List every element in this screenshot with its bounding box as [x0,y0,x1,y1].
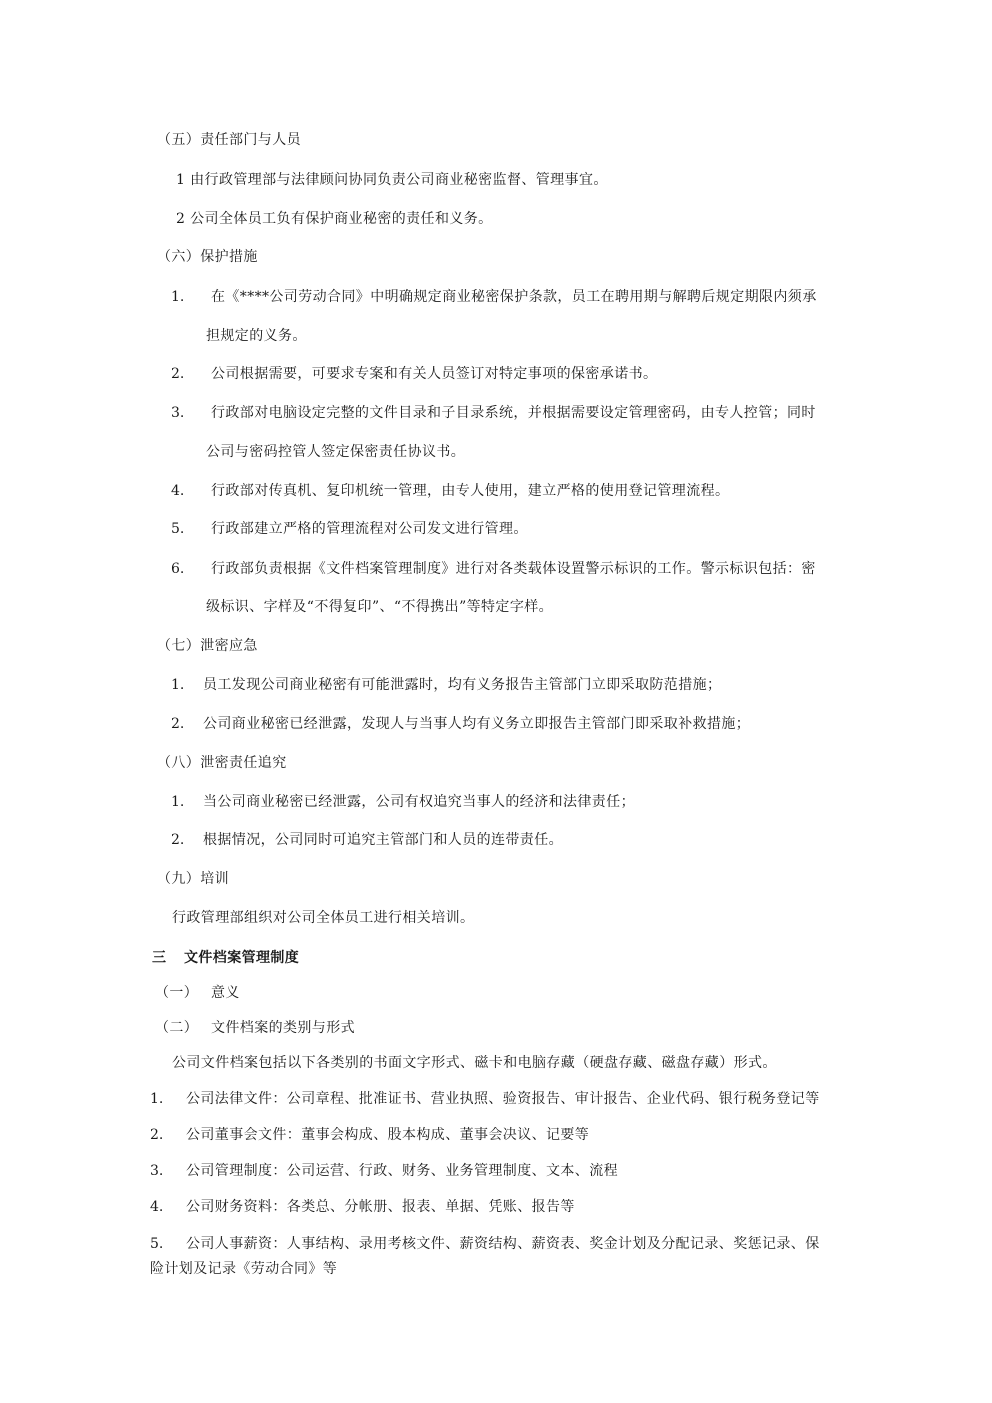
list-item-text: 当公司商业秘密已经泄露，公司有权追究当事人的经济和法律责任； [203,794,635,810]
list-item-number: 1. [150,1091,164,1107]
part-3-number: 三 [152,950,167,966]
list-item-number: 5. [150,1236,164,1252]
list-item-text: 公司管理制度：公司运营、行政、财务、业务管理制度、文本、流程 [186,1163,618,1179]
list-item-number: 6. [171,561,185,577]
part-3-section-2-title: 文件档案的类别与形式 [211,1020,355,1036]
part-3-section-1-number: （一） [155,985,199,1001]
list-item-text: 行政部对传真机、复印机统一管理，由专人使用，建立严格的使用登记管理流程。 [211,483,730,499]
section-9-heading: （九）培训 [157,871,229,887]
list-item-number: 1. [171,794,185,810]
section-5-item-2: 2 公司全体员工负有保护商业秘密的责任和义务。 [176,211,493,227]
part-3-intro: 公司文件档案包括以下各类别的书面文字形式、磁卡和电脑存藏（硬盘存藏、磁盘存藏）形式。 [172,1055,777,1071]
list-item-text-cont: 级标识、字样及“不得复印”、“不得携出”等特定字样。 [206,599,554,615]
list-item-number: 2. [150,1127,164,1143]
list-item-text: 公司董事会文件：董事会构成、股本构成、董事会决议、记要等 [186,1127,590,1143]
list-item-text: 公司商业秘密已经泄露，发现人与当事人均有义务立即报告主管部门即采取补救措施； [203,716,751,732]
list-item-number: 4. [171,483,185,499]
list-item-text: 员工发现公司商业秘密有可能泄露时，均有义务报告主管部门立即采取防范措施； [203,677,722,693]
list-item-number: 1. [171,677,185,693]
section-8-heading: （八）泄密责任追究 [157,755,287,771]
list-item-number: 2. [171,832,185,848]
list-item-text-cont: 公司与密码控管人签定保密责任协议书。 [206,444,466,460]
list-item-text: 公司财务资料：各类总、分帐册、报表、单据、凭账、报告等 [186,1199,575,1215]
list-item-text: 在《****公司劳动合同》中明确规定商业秘密保护条款，员工在聘用期与解聘后规定期限内须承 [211,289,817,305]
list-item-number: 5. [171,521,185,537]
list-item-text: 公司法律文件：公司章程、批准证书、营业执照、验资报告、审计报告、企业代码、银行税务登记等 [186,1091,820,1107]
list-item-number: 2. [171,716,185,732]
list-item-text-cont: 险计划及记录《劳动合同》等 [150,1261,338,1277]
list-item-text: 行政部建立严格的管理流程对公司发文进行管理。 [211,521,528,537]
list-item-number: 3. [150,1163,164,1179]
list-item-number: 1. [171,289,185,305]
list-item-text: 根据情况，公司同时可追究主管部门和人员的连带责任。 [203,832,563,848]
part-3-section-1-title: 意义 [211,985,240,1001]
section-7-heading: （七）泄密应急 [157,638,258,654]
section-6-heading: （六）保护措施 [157,249,258,265]
list-item-text: 公司人事薪资：人事结构、录用考核文件、薪资结构、薪资表、奖金计划及分配记录、奖惩记录、保 [186,1236,820,1252]
list-item-number: 4. [150,1199,164,1215]
list-item-text: 公司根据需要，可要求专案和有关人员签订对特定事项的保密承诺书。 [211,366,658,382]
section-5-heading: （五）责任部门与人员 [157,132,301,148]
section-9-text: 行政管理部组织对公司全体员工进行相关培训。 [172,910,475,926]
list-item-number: 3. [171,405,185,421]
part-3-title: 文件档案管理制度 [184,950,300,966]
section-5-item-1: 1 由行政管理部与法律顾问协同负责公司商业秘密监督、管理事宜。 [176,172,608,188]
list-item-number: 2. [171,366,185,382]
part-3-section-2-number: （二） [155,1020,199,1036]
list-item-text-cont: 担规定的义务。 [206,328,307,344]
list-item-text: 行政部负责根据《文件档案管理制度》进行对各类载体设置警示标识的工作。警示标识包括：密 [211,561,816,577]
list-item-text: 行政部对电脑设定完整的文件目录和子目录系统，并根据需要设定管理密码，由专人控管；同时 [211,405,816,421]
